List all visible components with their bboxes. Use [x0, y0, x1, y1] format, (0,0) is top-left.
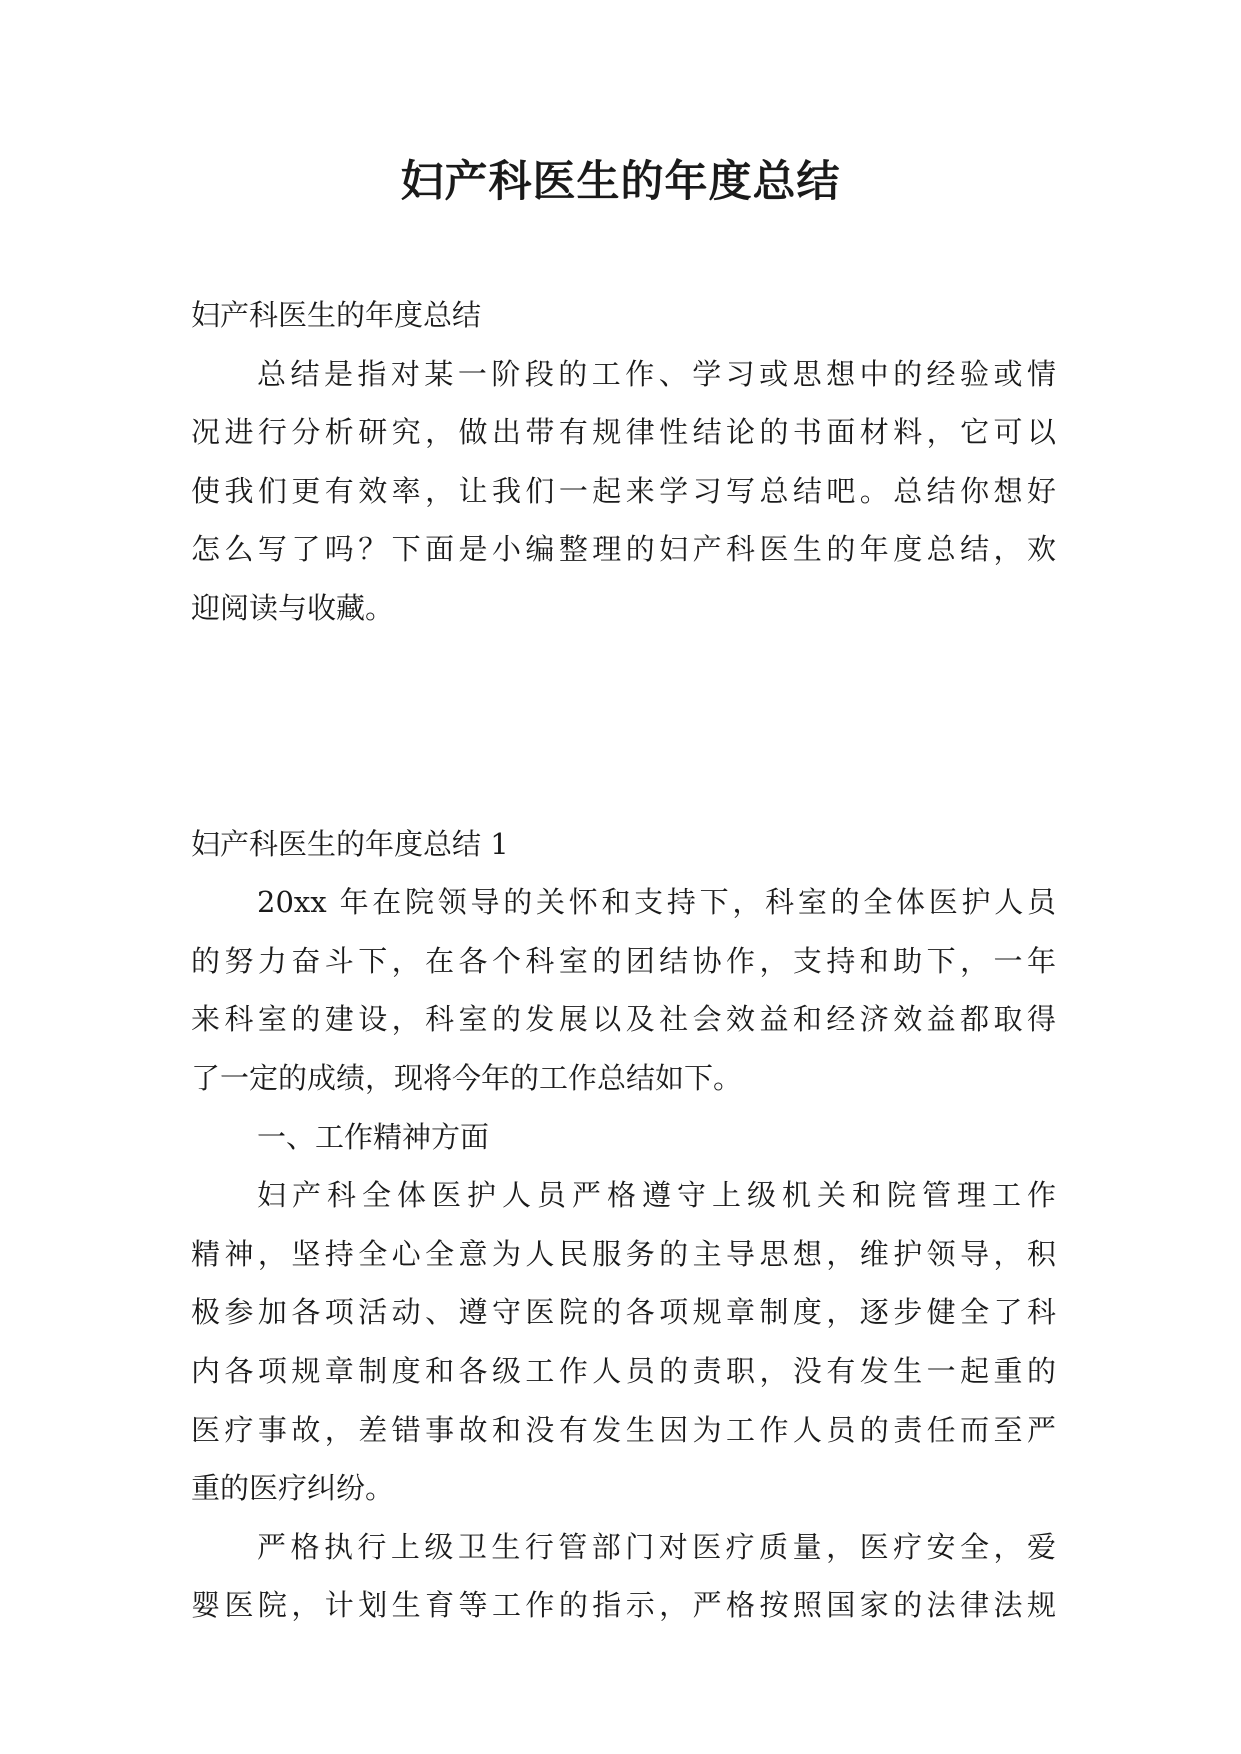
paragraph-line: 妇产科全体医护人员严格遵守上级机关和院管理工作 [257, 1178, 1056, 1213]
intro-line: 迎阅读与收藏。 [191, 590, 395, 625]
intro-line: 况进行分析研究，做出带有规律性结论的书面材料，它可以 [191, 415, 1056, 450]
intro-line: 使我们更有效率，让我们一起来学习写总结吧。总结你想好 [191, 473, 1056, 508]
section-heading: 妇产科医生的年度总结 1 [191, 826, 509, 861]
paragraph-line: 医疗事故，差错事故和没有发生因为工作人员的责任而至严 [191, 1412, 1056, 1447]
paragraph-line: 极参加各项活动、遵守医院的各项规章制度，逐步健全了科 [191, 1295, 1056, 1330]
paragraph-line: 严格执行上级卫生行管部门对医疗质量，医疗安全，爱 [257, 1529, 1056, 1564]
paragraph-line: 重的医疗纠纷。 [191, 1471, 395, 1506]
paragraph-line: 内各项规章制度和各级工作人员的责职，没有发生一起重的 [191, 1353, 1056, 1388]
paragraph-line: 来科室的建设，科室的发展以及社会效益和经济效益都取得 [191, 1002, 1056, 1037]
intro-line: 总结是指对某一阶段的工作、学习或思想中的经验或情 [257, 356, 1056, 391]
subheading: 一、工作精神方面 [257, 1119, 490, 1154]
paragraph-line: 精神，坚持全心全意为人民服务的主导思想，维护领导，积 [191, 1236, 1056, 1271]
paragraph-line: 了一定的成绩，现将今年的工作总结如下。 [191, 1060, 743, 1095]
paragraph-line: 的努力奋斗下，在各个科室的团结协作，支持和助下，一年 [191, 943, 1056, 978]
document-body [191, 286, 1056, 1635]
paragraph-line: 婴医院，计划生育等工作的指示，严格按照国家的法律法规 [191, 1588, 1056, 1623]
intro-heading: 妇产科医生的年度总结 [191, 298, 482, 332]
document-title: 妇产科医生的年度总结 [400, 157, 841, 207]
paragraph-line: 20xx 年在院领导的关怀和支持下，科室的全体医护人员 [257, 885, 1056, 920]
intro-line: 怎么写了吗？下面是小编整理的妇产科医生的年度总结，欢 [191, 532, 1056, 567]
section-spacer [191, 638, 1056, 815]
